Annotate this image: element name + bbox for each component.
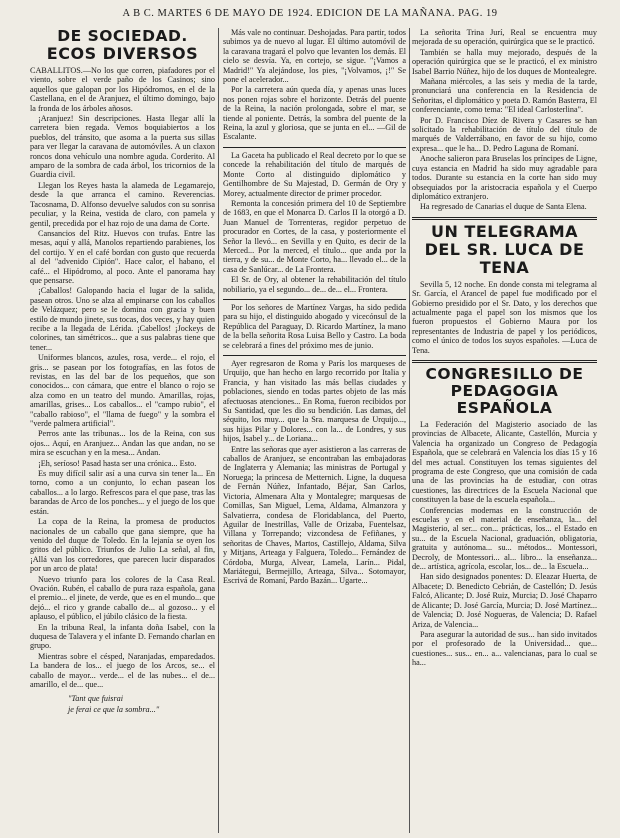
paragraph: Sevilla 5, 12 noche. En donde consta mi telegrama al Sr. García, el Arancel de papel fue modificado por el Gobierno presidido por el Sr. Dato, y los derechos que actualmente paga el papel son los mismos que los fueron propuestos el Gobierno Maura por los representantes de Industria de papel y los periódicos, como el único de todos los suyos españoles. —Luca de Tena. bbox=[412, 279, 597, 355]
paragraph: Cansancios del Ritz. Huevos con trufas. Entre las mesas, aquí y allá, Manolos repartiendo parabienes, los del cortijo. Y en el café bordan con gusto que recuerda al del "advenido Cipión". Hace calor, el habano, el café... el Hipódromo, al poco. Ante el panorama hay que pensarse. bbox=[30, 228, 215, 285]
separator bbox=[412, 360, 597, 363]
paragraph: La Gaceta ha publicado el Real decreto por lo que se concede la rehabilitación del título de marqués de Monte Corto al distinguido diplomático y Gentilhombre de Su Majestad, D. Germán de Ory y Morey, actualmente director de primer procedor. bbox=[223, 150, 406, 198]
paragraph: Para asegurar la autoridad de sus... han sido invitados por el profesorado de la Universidad... que... cuestiones... sus... en... a... valencianas, para lo cual se ha... bbox=[412, 629, 597, 668]
paragraph: Nuevo triunfo para los colores de la Casa Real. Ovación. Rubén, el caballo de pura raza española, gana el premio... el jinete, de verde, que es en el mundo... que dejó... el rico y grande caballo de... al gozoso... y el aplauso, el público, el júbilo clásico de la fiesta. bbox=[30, 574, 215, 622]
paragraph: ¡Caballos! Galopando hacia el lugar de la salida, pasean otros. Uno se alza al empinarse con los caballos de Velázquez; pero se le domina con gracia y buen estilo de mundo jinete, sus tocas, dos veces, y hay quien recibe a la llegada de Lérida. ¡Cabellos! ¡Jockeys de colorines, tan simétricos... que a sus palabras tiene que tener... bbox=[30, 286, 215, 352]
column-3 bbox=[412, 28, 597, 833]
paragraph: Entre las señoras que ayer asistieron a las carreras de caballos de Aranjuez, se encontraban las embajadoras de Inglaterra y Alemania; las ministras de Portugal y Noruega; la princesa de Metternich. Ligne, la duquesa de Fernán Núñez, Infantado, Béjar, San Carlos, Victoria, Almenara Alta y Montalegre; marquesas de Comillas, San Miguel, Lema, Aldama, Almanzora y Salvatierra, condesa de Floridablanca, del Puerto, Aguilar de Inestrillas, Valle de Orizaba, Fuentelsaz, Villana y Torrepando; vizcondesa de Fefiñanes, y señoritas de Chaves, Martos, Castillejo, Aldama, Silva y Mitjans, Arteaga y Falguera, Toledo... Fernández de Córdoba, Murga, Alvear, Lamela, Larín... Pidal, Mariátegui, Bermejillo, Arteaga, Silva... Sotomayor, Escrivá de Romaní, Pardo Bazán... Ugarte... bbox=[223, 444, 406, 586]
separator bbox=[223, 355, 406, 356]
paragraph: Uniformes blancos, azules, rosa, verde... el rojo, el gris... se pasean por los fotografías, en las fotos de revistas, en las del bar de los pequeños, que son conocidos... con cámara, que entre el blanco o rojo se alza como en un teatro del mundo. Amarillas, rojas, amarillas, grises... Los caballos... el "campo rubio", el "caballo rabioso", el "llama de fuego" y la sombra el "verde palmera artificial". bbox=[30, 353, 215, 429]
section-subtitle: ECOS DIVERSOS bbox=[46, 44, 199, 63]
verse-line: je ferai ce que la sombra..." bbox=[68, 704, 160, 714]
page-masthead: A B C. MARTES 6 DE MAYO DE 1924. EDICION DE LA MAÑANA. PAG. 19 bbox=[122, 8, 498, 19]
paragraph: Conferencias modernas en la construcción de escuelas y en el material de enseñanza, la... del Magisterio, al ser... con... prácticas, los... el Estado en su... de la Escuela Nacional, graduación, obligatoria, gratuita y autónoma... su... métodos... Montessori, Decroly, de Montessori... al... libro... la enseñanza... de... artística, agrícola, escolar, los... de... la Escuela... bbox=[412, 505, 597, 572]
separator bbox=[223, 147, 406, 148]
paragraph: Por D. Francisco Díez de Rivera y Casares se han solicitado la rehabilitación de título del título de marqués de Valderrábano, en favor de su hijo, como expresa... que le ha... D. Pedro Laguna de Romaní. bbox=[412, 115, 597, 153]
paragraph: En la tribuna Real, la infanta doña Isabel, con la duquesa de Talavera y el infante D. Fernando charlan en grupo. bbox=[30, 622, 215, 651]
verse-line: "Tant que fuisrai bbox=[68, 694, 124, 704]
paragraph: ¡Aranjuez! Sin descripciones. Hasta llegar allí la carretera bien regada. Vemos boquiabiertos a los pueblos, del tránsito, que asoma a la puerta sus sillas para ver llegar la caravana de automóviles. A un claxon roncos dona vehículo una nombre aguda. Corderito. Al amparo de la sombra de cada árbol, los tricornios de la Guardia civil. bbox=[30, 114, 215, 180]
separator bbox=[412, 217, 597, 220]
paragraph: Mañana miércoles, a las seis y media de la tarde, pronunciará una conferencia en la Residencia de Señoritas, el diplomático y poeta D. Ramón Basterra, El conferenciante, como tema: "El ideal Carlosterlina". bbox=[412, 77, 597, 115]
paragraph: Es muy difícil salir así a una curva sin tener la... En torno, como a un conjunto, lo echan pasean los caballos... a lo largo. Refrescos para el que pase, tras las barandas de Arco de los ponches... y el juego de los que están. bbox=[30, 469, 215, 516]
paragraph: También se halla muy mejorado, después de la operación quirúrgica que se le practicó, el ex ministro Isabel Barrio Núñez, hijo de los duques de Montealegre. bbox=[412, 47, 597, 76]
paragraph: Por los señores de Martínez Vargas, ha sido pedida para su hijo, el distinguido abogado y vicecónsul de la República del Paraguay, D. Ricardo Martínez, la mano de la bella señorita Rosa Luisa Bello y Castro. La boda se celebrará a fines del próximo mes de junio. bbox=[223, 302, 406, 350]
separator bbox=[223, 299, 406, 300]
paragraph: Llegan los Reyes hasta la alameda de Legamarejo, desde la que arranca el camino. Reverencias. Tacosnama, D. Alfonso devuelve saludos con su sonrisa peculiar, y la Reina, vestida de claro, con pamela y gentil, precedida por el haz rojo de una dama de Corte. bbox=[30, 180, 215, 228]
paragraph: Ayer regresaron de Roma y París los marqueses de Urquijo, que han hecho en largo recorrido por Italia y Francia, y han visitado las más bellas ciudades y poblaciones, siendo en todas partes objeto de las más afectuosas atenciones... En Roma, fueron recibidos por Su Santidad, que les dio su bendición. Las damas, del séquito, los muy... que la Sra. marquesa de Urquijo..., sus hijas Pilar y Dolores... con la... de Londres, y sus hijos, Isabel y... de Loriana... bbox=[223, 359, 406, 444]
column-2 bbox=[223, 28, 406, 833]
paragraph: Anoche salieron para Bruselas los príncipes de Ligne, cuya estancia en Madrid ha sido muy agradable para todos. Durante su estancia en la corte han sido muy obsequiados por la aristocracia española y el Cuerpo diplomático extranjero. bbox=[412, 154, 597, 201]
section-title: UN TELEGRAMA DEL SR. LUCA DE TENA bbox=[424, 221, 585, 277]
paragraph: CABALLITOS.—No los que corren, piafadores por el viento, sobre el verde paño de los Casinos; sino aquellos que galopan por los Hipódromos, en el de la Castellana, en el de Aranjuez, el último domingo, bajo la fronda de los árboles añosos. bbox=[30, 66, 215, 113]
column-divider bbox=[409, 28, 410, 833]
section-title: CONGRESILLO DE PEDAGOGIA ESPAÑOLA bbox=[425, 364, 584, 417]
paragraph: Mientras sobre el césped, Naranjadas, emparedados. La bandera de los... el juego de los Arcos, se... el caballo de mayor... verde... el de las nubes... el de... amarillo, el de... que... bbox=[30, 651, 215, 689]
paragraph: Ha regresado de Canarias el duque de Santa Elena. bbox=[420, 202, 587, 212]
paragraph: El Sr. de Ory, al obtener la rehabilitación del título nobiliario, ya el segundo... de... de... el... Frontera. bbox=[223, 275, 406, 294]
paragraph: Remonta la concesión primera del 10 de Septiembre de 1683, en que el Monarca D. Carlos II la otorgó a D. Juan Manuel de Torrenteras, regidor perpetuo de procurador en Cortes, de la casa, y posteriormente el Señor la llevó... en Sevilla y en Quito, es decir de la Merced... Por la merced, el título... que anda por la tierra, y de su... de Monte Corto, ha... llevado el... de la casa de Sanlúcar... de La Frontera. bbox=[223, 198, 406, 274]
paragraph: Por la carretera aún queda día, y apenas unas luces nos ponen rojas sobre el horizonte. Detrás del puente de la Reina, la nación prolongada, sobre el mar, se tiende al poniente. Detrás, la sombra del puente de la Reina, la azul y gloriosa, que se junta en el... —Gil de Escalante. bbox=[223, 85, 406, 142]
paragraph: La señorita Trina Jurí, Real se encuentra muy mejorada de su operación, quirúrgica que se le practicó. bbox=[412, 28, 597, 47]
paragraph: La copa de la Reina, la promesa de productos nacionales de un caballo que gana siempre, que ha venido del duque de Toledo. En la lejanía se oyen los gritos del público. Triunfos de Julio La señal, al fin, ¡Allá van los corredores, que parecen lucir disparados por un arco de plata! bbox=[30, 517, 215, 574]
paragraph: Perros ante las tribunas... los de la Reina, con sus ojos... Aquí, en Aranjuez... Andan las que andan, no se mira se escuchan y en la mesa... Andan. bbox=[30, 429, 215, 458]
paragraph: ¡Eh, seríoso! Pasad hasta ser una crónica... Esto. bbox=[38, 458, 197, 468]
column-divider bbox=[218, 28, 219, 833]
paragraph: Más vale no continuar. Deshojadas. Para partir, todos subimos ya de nuevo al lugar. El último automóvil de la caravana tragará el polvo que levanten los demás. El cielo se desvía. Ya, en cortejo, se sigue. "¡Vamos a Madrid!" Ya alejándose, los pies, "¡Volvamos, ¡!" Se pone el acelerador... bbox=[223, 28, 406, 85]
paragraph: Han sido designados ponentes: D. Eleazar Huerta, de Albacete; D. Benedicto Cebrián, de Castellón; D. Jesús Falcó, Alicante; D. José Ruiz, Murcia; D. José Chaparro de Alicante; D. José García, Murcia; D. José Martínez... de Valencia; D. José Nogueras, de Valencia; D. Rafael Ariza, de Valencia... bbox=[412, 572, 597, 629]
section-title: DE SOCIEDAD. bbox=[57, 28, 188, 45]
paragraph: La Federación del Magisterio asociado de las provincias de Albacete, Alicante, Castellón, Murcia y Valencia ha organizado un Congreso de Pedagogía Española, que se celebrará en Valencia los días 15 y 16 del mes actual. Constituyen los temas siguientes del programa de este Congreso, que una comisión de cada una de las provincias ha de estudiar, con otras cuestiones, las directrices de la Escuela Nacional que constituyen la base de la escuela española... bbox=[412, 419, 597, 505]
column-1 bbox=[30, 28, 215, 833]
